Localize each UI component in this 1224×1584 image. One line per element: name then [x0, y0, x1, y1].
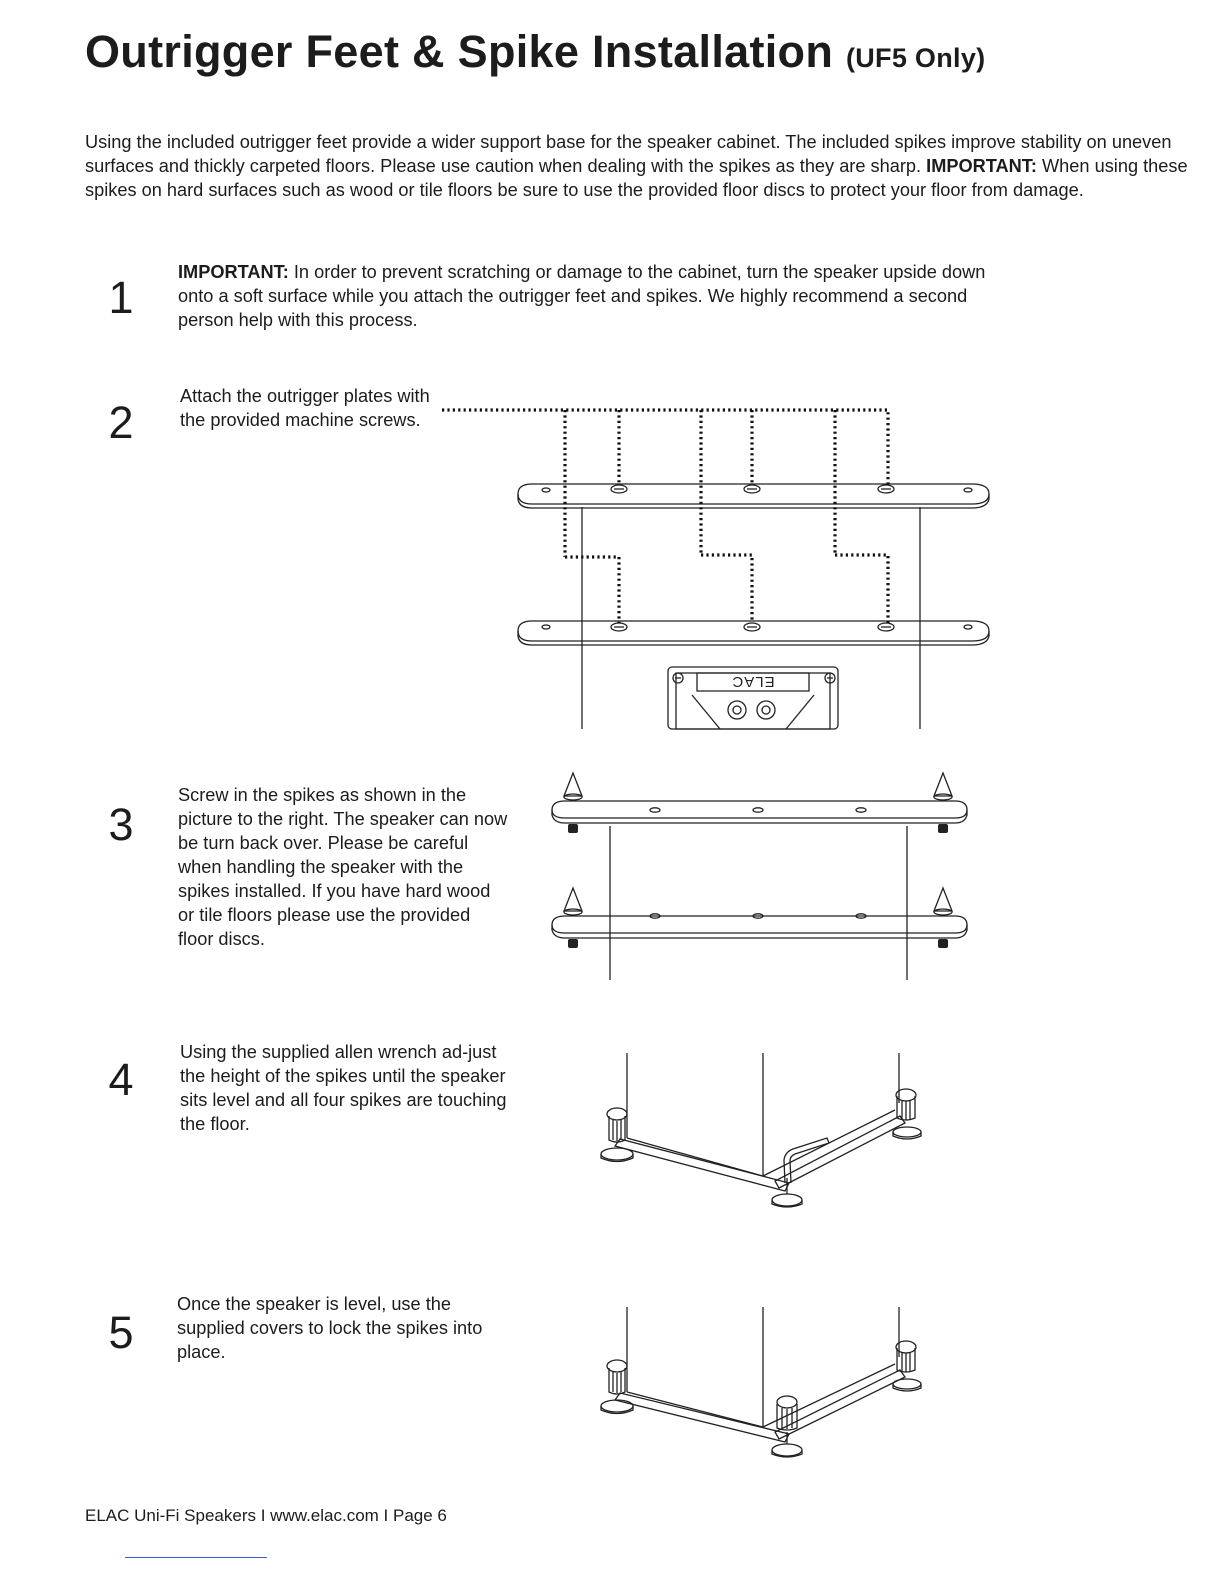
- title-main: Outrigger Feet & Spike Installation: [85, 26, 834, 77]
- intro-text: Using the included outrigger feet provide a wider support base for the speaker cabinet. The included spikes improve stability on uneven surfaces and thickly carpeted floors. Please use caution when dealing with the spikes as they are sharp.: [85, 132, 1172, 176]
- page-title: [85, 26, 985, 78]
- left-covered-foot: [601, 1360, 633, 1414]
- lower-plate-with-spikes: [552, 888, 967, 938]
- side-outrigger-bar: [775, 1116, 905, 1188]
- page-footer: ELAC Uni-Fi Speakers I www.elac.com I Page 6: [85, 1506, 447, 1525]
- allen-wrench: [784, 1138, 829, 1183]
- step-4-leveling-diagram: [595, 1048, 935, 1218]
- footer-rule: [125, 1557, 267, 1558]
- step-2-outrigger-diagram: [430, 395, 1010, 735]
- step-4-number: 4: [108, 1054, 134, 1105]
- step-2-number: 2: [108, 397, 134, 448]
- step-3-spikes-diagram: [545, 768, 975, 983]
- step-5-spike-covers-diagram: [595, 1302, 935, 1467]
- elac-logo: ELAC: [731, 673, 775, 690]
- front-covered-foot: [772, 1396, 802, 1457]
- title-sub: (UF5 Only): [845, 43, 986, 73]
- right-spike-foot: [893, 1089, 921, 1139]
- intro-important-text: When using these spikes on hard surfaces such as wood or tile floors be sure to use the provided floor discs to protect your floor from damage.: [85, 156, 1188, 200]
- step-1-number: 1: [108, 272, 134, 323]
- screw-alignment-dotted-lines: [442, 410, 888, 623]
- step-3-number: 3: [108, 799, 134, 850]
- step-1-important-label: IMPORTANT:: [178, 262, 289, 282]
- step-4-text: Using the supplied allen wrench ad-just the height of the spikes until the speaker sits level and all four spikes are touching the floor.: [180, 1042, 507, 1134]
- right-covered-foot: [893, 1341, 921, 1391]
- intro-paragraph: [85, 130, 1195, 202]
- intro-important-label: IMPORTANT:: [926, 156, 1037, 176]
- upper-plate-with-spikes: [552, 773, 967, 823]
- step-1-body: In order to prevent scratching or damage to the cabinet, turn the speaker upside down onto a soft surface while you attach the outrigger feet and spikes. We highly recommend a second person help with this process.: [178, 262, 986, 330]
- step-3-text: Screw in the spikes as shown in the picture to the right. The speaker can now be turn back over. Please be careful when handling the speaker with the spikes installed. If you have hard wood or tile floors please use the provided floor discs.: [178, 785, 508, 949]
- step-5-text: Once the speaker is level, use the supplied covers to lock the spikes into place.: [177, 1294, 483, 1362]
- step-2-text: Attach the outrigger plates with the provided machine screws.: [180, 386, 430, 430]
- spike-lock-nuts: [568, 824, 948, 948]
- upper-outrigger-plate: [518, 484, 989, 508]
- lower-outrigger-plate: [518, 621, 989, 645]
- step-1-text: [178, 260, 1008, 332]
- step-5-number: 5: [108, 1307, 134, 1358]
- left-spike-foot: [601, 1108, 633, 1162]
